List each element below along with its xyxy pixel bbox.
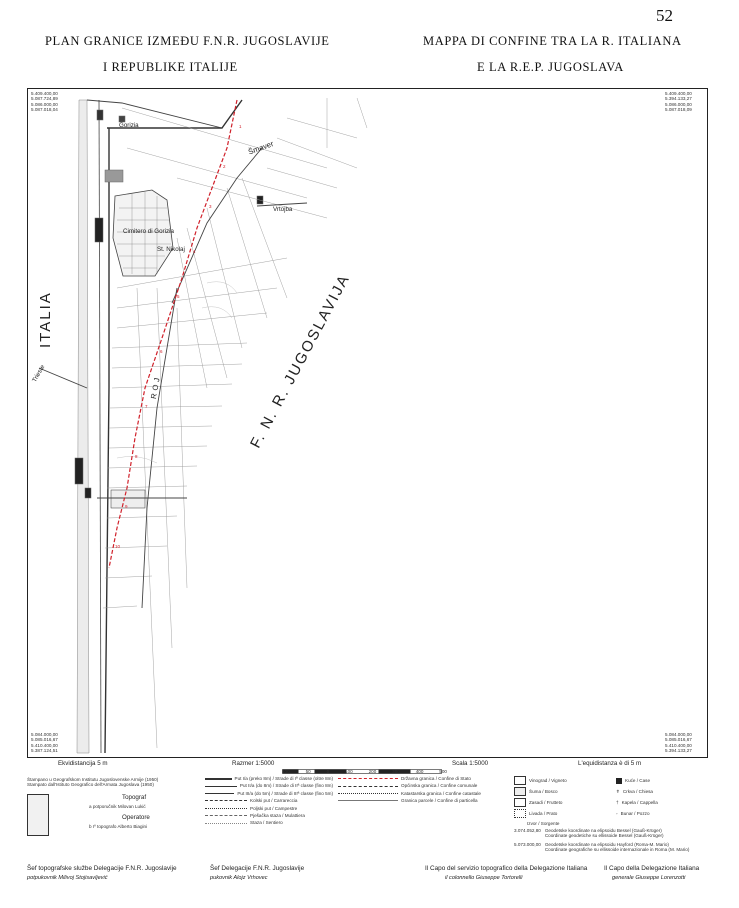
legend-symbol-row <box>514 787 612 796</box>
topograf-label: Topograf <box>122 793 147 801</box>
svg-text:9: 9 <box>125 504 128 509</box>
legend-road-label: Kolski put / Carrareccia <box>250 798 298 804</box>
note-line: Geodetske koordinate na elipsoidu Bessel (Gauß-Krüger) <box>544 828 662 833</box>
map-frame <box>27 88 708 758</box>
chapel-icon: † <box>616 799 619 805</box>
svg-text:6: 6 <box>160 349 163 354</box>
country-label-yugoslavia: F. N. R. JUGOSLAVIJA <box>247 271 354 451</box>
signature-name: il colonnello Giuseppe Tortorelli <box>445 875 523 881</box>
signature-title: Il Capo della Delegazione Italiana <box>604 865 700 872</box>
legend-symbol-row <box>616 809 714 818</box>
scale-tick: 200 <box>368 769 377 774</box>
note-row <box>514 828 714 839</box>
legend-boundaries <box>338 776 508 806</box>
legend-line-swatch <box>205 778 232 780</box>
svg-text:10: 10 <box>115 544 121 549</box>
legend-road-label: Put III/a (do 5m) / Strade di IIIª classe (fino 5m) <box>237 790 333 796</box>
place-label-roj: ROJ <box>149 374 163 400</box>
title-left-line2: I REPUBLIKE ITALIJE <box>103 60 238 74</box>
printed-line-1: Štampano u Geografskom Institutu Jugoslovenske Armije (1950) <box>27 777 159 782</box>
scale-tick: 100 <box>345 769 353 774</box>
title-left-line1: PLAN GRANICE IZMEĐU F.N.R. JUGOSLAVIJE <box>45 34 330 48</box>
legend-road-row <box>205 783 333 788</box>
legend-road-row <box>205 820 333 825</box>
title-right-line2: E LA R.E.P. JUGOSLAVA <box>477 60 624 74</box>
vineyard-icon <box>514 776 526 785</box>
title-right-line1: MAPPA DI CONFINE TRA LA R. ITALIANA <box>423 34 682 48</box>
signature-title: Šef Delegacije F.N.R. Jugoslavije <box>210 865 305 872</box>
svg-text:4: 4 <box>193 249 196 254</box>
legend-road-row <box>205 813 333 818</box>
country-label-italy: ITALIA <box>37 291 54 348</box>
legend-symbol-row <box>514 798 612 807</box>
note-line: Coordinate geodetiche su ellissoide Bessel (Gauß-Krüger) <box>544 833 664 839</box>
orchard-icon <box>514 798 526 807</box>
equidistance-left: Ekvidistancija 5 m <box>58 760 108 767</box>
legend-roads <box>205 776 333 828</box>
legend-symbols <box>514 776 714 829</box>
svg-text:2: 2 <box>223 164 226 169</box>
legend-symbol-row <box>616 787 714 796</box>
scale-ticks <box>282 769 447 774</box>
legend-symbol-label: Livada / Prato <box>529 810 558 816</box>
place-label-cemetery: Cimitero di Gorizia <box>123 228 174 235</box>
map-sheet <box>27 88 708 758</box>
well-icon: ◦ <box>616 810 618 816</box>
legend-boundary-row <box>338 791 508 796</box>
legend-road-row <box>205 798 333 803</box>
meadow-icon <box>514 809 526 818</box>
scale-tick: 50 <box>305 769 311 774</box>
legend-road-row <box>205 791 333 796</box>
legend-symbol-label: Izvor / Sorgente <box>527 820 560 826</box>
scale-tick: 500 <box>439 769 447 774</box>
legend-boundary-label: Državna granica / Confine di Stato <box>401 776 471 781</box>
note-line: Coordinate geografiche su ellissoide internazionale in Roma (M. Mario) <box>544 847 690 853</box>
sheet-index-icon <box>27 794 49 836</box>
legend-road-row <box>205 806 333 811</box>
note-coord: 3.074.052,80 <box>514 828 541 833</box>
legend-symbol-label: Zasadi / Frutteto <box>529 799 563 805</box>
legend-symbol-label: Kapela / Cappella <box>621 799 658 805</box>
place-label-gorizia: Gorizia <box>119 122 139 129</box>
scale-ratio-right: Scala 1:5000 <box>452 760 489 767</box>
legend-boundary-label: Granica parcele / Confine di particella <box>401 798 478 804</box>
place-label-smaver: Šmaver <box>247 139 275 157</box>
legend-boundary-label: Općinska granica / Confine comunale <box>401 783 478 789</box>
scale-tick: 100 <box>282 769 290 774</box>
legend-road-label: Pješačka staza / Mulattiera <box>250 813 305 819</box>
legend-symbol-label: Crkva / Chiesa <box>622 788 653 794</box>
legend-line-swatch <box>338 793 398 794</box>
legend-symbol-label: Bunar / Pozzo <box>620 810 650 816</box>
svg-text:7: 7 <box>145 404 148 409</box>
legend-notes <box>514 828 714 853</box>
legend-symbol-row <box>616 798 714 807</box>
note-coord: 5.073.000,00 <box>514 841 541 847</box>
legend-line-swatch <box>205 815 247 816</box>
house-icon <box>616 778 622 784</box>
operatore-label: Operatore <box>122 813 150 821</box>
legend-symbol-label: Šuma / Bosco <box>529 788 558 794</box>
topograf-name: a potporučnik Milovan Lukić <box>89 803 146 809</box>
legend-road-label: Staza / Sentiero <box>250 820 283 826</box>
place-label-spot: St. Nikolaj <box>157 246 185 253</box>
signature-block-2 <box>210 864 304 883</box>
signature-name: potpukovnik Milivoj Stojisavljević <box>27 875 108 881</box>
legend-symbol-row <box>514 820 612 827</box>
signature-name: generale Giuseppe Lorenzotti <box>612 875 686 881</box>
scale-tick: 300 <box>392 769 400 774</box>
svg-text:3: 3 <box>209 204 212 209</box>
legend-line-swatch <box>338 778 398 779</box>
legend-symbol-row <box>514 776 612 785</box>
legend-road-row <box>205 776 333 781</box>
legend-line-swatch <box>205 786 237 787</box>
legend-symbol-row <box>616 776 714 785</box>
legend-symbol-label: Vinograd / Vigneto <box>529 777 567 783</box>
printed-line-2: Stampato dall'Istituto Geografico dell'Armata Jugoslava (1950) <box>27 782 154 788</box>
legend-line-swatch <box>338 786 398 787</box>
signature-block-4 <box>604 864 699 883</box>
legend-road-label: Put II/a (do 8m) / Strade di IIª classe (fino 8m) <box>239 783 333 789</box>
coord-br: 5.084.000,00 5.085.016,67 5.410.400,00 5.394.133,27 <box>665 732 692 754</box>
note-line: Geodetske koordinate na elipsoidu Hayford (Roma-M. Mario) <box>544 841 669 847</box>
signature-block-1 <box>27 864 177 883</box>
coord-tr: 5.409.400,00 5.394.133,27 5.086.000,00 5.087.018,09 <box>665 91 692 113</box>
place-label-trieste: Trieste <box>31 363 47 384</box>
surveyor-block <box>27 792 197 840</box>
legend-boundary-row <box>338 783 508 788</box>
blank-icon <box>514 820 524 827</box>
legend-symbol-row <box>514 809 612 818</box>
place-label-vrtojba: Vrtojba <box>273 206 293 213</box>
coord-bl: 5.084.000,00 5.085.016,67 5.410.400,00 5.387.124,51 <box>31 732 58 754</box>
coord-tl: 5.409.400,00 5.087.724,89 5.086.000,00 5.087.018,04 <box>31 91 58 113</box>
legend-road-label: Put I/a (preko 8m) / Strade di Iª classe (oltre 8m) <box>234 776 333 781</box>
scale-bar <box>282 762 442 768</box>
scale-tick: 0 <box>326 769 330 774</box>
operatore-name: b Iº topografo Alberto Biagini <box>89 823 148 829</box>
page-number: 52 <box>656 6 673 25</box>
forest-icon <box>514 787 526 796</box>
signature-block-3 <box>425 864 587 883</box>
svg-text:8: 8 <box>135 454 138 459</box>
legend-symbol-label: Kuće / Case <box>625 777 651 783</box>
legend-boundary-row <box>338 798 508 803</box>
legend-line-swatch <box>205 800 247 801</box>
scale-tick: 400 <box>415 769 424 774</box>
legend-road-label: Poljski put / Campestre <box>250 805 298 811</box>
legend-line-swatch <box>338 800 398 801</box>
legend-line-swatch <box>205 823 247 824</box>
signature-title: Šef topografske službe Delegacije F.N.R. Jugoslavije <box>27 865 177 872</box>
signature-name: pukovnik Alojz Vrhovec <box>210 875 268 881</box>
note-text <box>545 842 690 853</box>
svg-text:1: 1 <box>239 124 242 129</box>
legend-line-swatch <box>205 793 234 794</box>
legend-credits <box>27 777 197 840</box>
note-text <box>545 828 664 839</box>
equidistance-right: L'equidistanza è di 5 m <box>578 760 642 767</box>
scale-ratio-left: Razmer 1:5000 <box>232 760 275 767</box>
legend-boundary-row <box>338 776 508 781</box>
signature-title: Il Capo del servizio topografico della Delegazione Italiana <box>425 865 588 872</box>
church-icon: ✝ <box>616 788 620 794</box>
note-row <box>514 842 714 853</box>
legend-boundary-label: Katastarska granica / Confine catastale <box>401 790 481 796</box>
svg-text:5: 5 <box>177 294 180 299</box>
legend-line-swatch <box>205 808 247 809</box>
